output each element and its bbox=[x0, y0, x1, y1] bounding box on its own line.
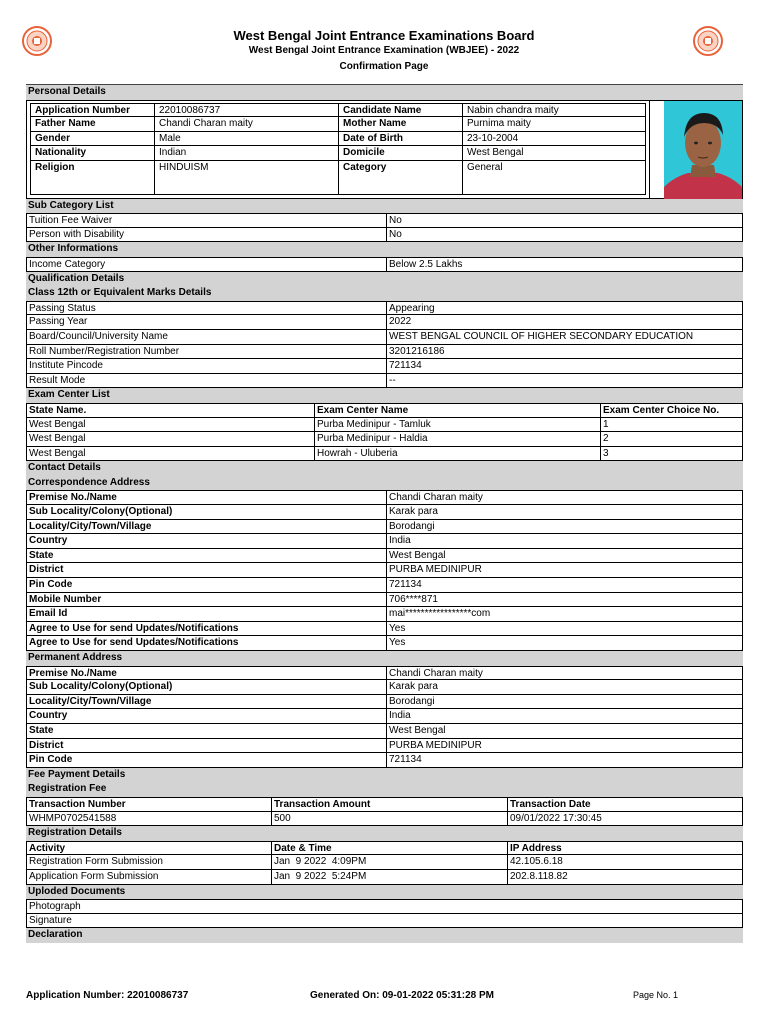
table-row bbox=[26, 520, 743, 535]
field-value: General bbox=[462, 161, 645, 194]
personal-details-block bbox=[26, 100, 743, 199]
field-value: Karak para bbox=[386, 505, 742, 519]
field-value: 721134 bbox=[386, 753, 742, 767]
field-label: Father Name bbox=[35, 118, 96, 130]
table-row bbox=[26, 636, 743, 651]
field-value: West Bengal bbox=[386, 724, 742, 738]
table-row bbox=[30, 117, 646, 132]
field-label: Income Category bbox=[29, 258, 106, 270]
field-label: Nationality bbox=[35, 147, 87, 159]
section-registration-fee: Registration Fee bbox=[26, 782, 743, 797]
field-label: Domicile bbox=[338, 146, 462, 160]
table-header-row bbox=[26, 841, 743, 856]
table-cell: Jan 9 2022 4:09PM bbox=[271, 855, 507, 869]
table-row bbox=[30, 132, 646, 147]
field-value: Nabin chandra maity bbox=[462, 104, 645, 117]
field-value: Purnima maity bbox=[462, 117, 645, 131]
field-label: Agree to Use for send Updates/Notifications bbox=[29, 637, 239, 649]
section-class-12-marks: Class 12th or Equivalent Marks Details bbox=[26, 286, 743, 301]
field-label: Institute Pincode bbox=[29, 360, 103, 372]
table-row bbox=[26, 315, 743, 330]
table-row bbox=[26, 666, 743, 681]
table-row bbox=[26, 257, 743, 272]
table-row bbox=[26, 563, 743, 578]
table-row bbox=[30, 161, 646, 195]
table-row bbox=[26, 855, 743, 870]
wbjeeb-logo-icon bbox=[690, 26, 726, 56]
table-cell: 1 bbox=[600, 418, 742, 432]
column-header: Activity bbox=[29, 842, 66, 854]
field-label: Sub Locality/Colony(Optional) bbox=[29, 681, 173, 693]
section-registration-details: Registration Details bbox=[26, 826, 743, 841]
table-row bbox=[26, 534, 743, 549]
field-label: Premise No./Name bbox=[29, 667, 117, 679]
field-label: Email Id bbox=[29, 608, 68, 620]
table-row bbox=[30, 103, 646, 118]
field-value: West Bengal bbox=[462, 146, 645, 160]
field-value: 22010086737 bbox=[154, 104, 338, 117]
field-label: Tuition Fee Waiver bbox=[29, 215, 113, 227]
footer-page-number: Page No. 1 bbox=[633, 990, 679, 1000]
field-value: 23-10-2004 bbox=[462, 132, 645, 146]
candidate-photo bbox=[664, 101, 742, 199]
table-cell: Jan 9 2022 5:24PM bbox=[271, 870, 507, 884]
table-cell: Purba Medinipur - Tamluk bbox=[314, 418, 600, 432]
field-value: No bbox=[386, 228, 742, 242]
document-name: Signature bbox=[29, 914, 72, 926]
section-contact-details: Contact Details bbox=[26, 461, 743, 476]
table-row bbox=[26, 490, 743, 505]
table-cell: 09/01/2022 17:30:45 bbox=[507, 812, 742, 826]
table-row bbox=[30, 146, 646, 161]
section-correspondence-address: Correspondence Address bbox=[26, 476, 743, 491]
table-cell: 3 bbox=[600, 447, 742, 461]
field-value: Karak para bbox=[386, 680, 742, 694]
field-label: Mobile Number bbox=[29, 593, 102, 605]
table-row bbox=[26, 549, 743, 564]
column-header: Exam Center Choice No. bbox=[600, 404, 742, 417]
field-value: Indian bbox=[154, 146, 338, 160]
field-value: No bbox=[386, 214, 742, 227]
field-label: District bbox=[29, 564, 64, 576]
section-sub-category: Sub Category List bbox=[26, 199, 743, 214]
field-label: Passing Year bbox=[29, 316, 88, 328]
section-qualification-details: Qualification Details bbox=[26, 272, 743, 287]
table-row bbox=[26, 505, 743, 520]
document-name: Photograph bbox=[29, 901, 81, 913]
field-value: India bbox=[386, 534, 742, 548]
page-title: Confirmation Page bbox=[339, 61, 429, 72]
field-value: -- bbox=[386, 374, 742, 388]
field-label: Candidate Name bbox=[338, 104, 462, 117]
field-value: Borodangi bbox=[386, 520, 742, 534]
table-row bbox=[26, 739, 743, 754]
table-row bbox=[26, 695, 743, 710]
photo-cell bbox=[649, 101, 742, 198]
table-row bbox=[26, 607, 743, 622]
field-label: District bbox=[29, 739, 64, 751]
field-label: Application Number bbox=[35, 104, 131, 116]
field-value: 3201216186 bbox=[386, 345, 742, 359]
table-cell: West Bengal bbox=[29, 418, 86, 430]
table-cell: 2 bbox=[600, 432, 742, 446]
column-header: Transaction Amount bbox=[271, 798, 507, 811]
field-label: Gender bbox=[35, 132, 71, 144]
field-value: 721134 bbox=[386, 578, 742, 592]
table-row bbox=[26, 359, 743, 374]
field-label: Passing Status bbox=[29, 302, 96, 314]
confirmation-content bbox=[26, 85, 743, 943]
table-header-row bbox=[26, 403, 743, 418]
field-label: Pin Code bbox=[29, 754, 73, 766]
column-header: Date & Time bbox=[271, 842, 507, 855]
table-row bbox=[26, 213, 743, 228]
table-row bbox=[26, 870, 743, 885]
field-value: Below 2.5 Lakhs bbox=[386, 258, 742, 271]
table-row bbox=[26, 578, 743, 593]
field-label: Roll Number/Registration Number bbox=[29, 345, 180, 357]
field-label: Locality/City/Town/Village bbox=[29, 695, 152, 707]
field-value: Borodangi bbox=[386, 695, 742, 709]
column-header: IP Address bbox=[507, 842, 742, 855]
field-label: Person with Disability bbox=[29, 228, 125, 240]
table-cell: Registration Form Submission bbox=[29, 856, 163, 868]
personal-details-table bbox=[27, 101, 649, 198]
field-value: Appearing bbox=[386, 302, 742, 315]
board-title: West Bengal Joint Entrance Examinations Board bbox=[233, 28, 535, 43]
exam-subtitle: West Bengal Joint Entrance Examination (WBJEE) - 2022 bbox=[248, 45, 520, 56]
column-header: State Name. bbox=[29, 404, 87, 416]
field-value: Yes bbox=[386, 622, 742, 636]
field-value: Chandi Charan maity bbox=[386, 491, 742, 504]
column-header: Transaction Number bbox=[29, 798, 126, 810]
section-permanent-address: Permanent Address bbox=[26, 651, 743, 666]
table-row bbox=[26, 374, 743, 389]
field-value: Yes bbox=[386, 636, 742, 650]
section-exam-center-list: Exam Center List bbox=[26, 388, 743, 403]
table-cell: 202.8.118.82 bbox=[507, 870, 742, 884]
field-label: State bbox=[29, 724, 54, 736]
field-value: mai*****************com bbox=[386, 607, 742, 621]
table-row bbox=[26, 914, 743, 929]
field-label: State bbox=[29, 549, 54, 561]
field-value: PURBA MEDINIPUR bbox=[386, 739, 742, 753]
table-row bbox=[26, 228, 743, 243]
page-header bbox=[0, 0, 768, 80]
table-row bbox=[26, 447, 743, 462]
table-row bbox=[26, 345, 743, 360]
field-label: Result Mode bbox=[29, 374, 86, 386]
field-value: West Bengal bbox=[386, 549, 742, 563]
section-other-informations: Other Informations bbox=[26, 242, 743, 257]
field-value: 2022 bbox=[386, 315, 742, 329]
section-declaration: Declaration bbox=[26, 928, 743, 943]
field-value: Male bbox=[154, 132, 338, 146]
table-header-row bbox=[26, 797, 743, 812]
footer-application-number: Application Number: 22010086737 bbox=[26, 990, 189, 1001]
field-label: Sub Locality/Colony(Optional) bbox=[29, 506, 173, 518]
field-value: PURBA MEDINIPUR bbox=[386, 563, 742, 577]
table-cell: 500 bbox=[271, 812, 507, 826]
field-label: Date of Birth bbox=[338, 132, 462, 146]
field-label: Mother Name bbox=[338, 117, 462, 131]
table-row bbox=[26, 709, 743, 724]
field-value: WEST BENGAL COUNCIL OF HIGHER SECONDARY EDUCATION bbox=[386, 330, 742, 344]
field-value: HINDUISM bbox=[154, 161, 338, 194]
table-cell: 42.105.6.18 bbox=[507, 855, 742, 869]
table-row bbox=[26, 301, 743, 316]
field-label: Premise No./Name bbox=[29, 492, 117, 504]
table-row bbox=[26, 330, 743, 345]
table-row bbox=[26, 753, 743, 768]
table-row bbox=[26, 418, 743, 433]
field-label: Agree to Use for send Updates/Notifications bbox=[29, 622, 239, 634]
field-label: Religion bbox=[35, 161, 75, 173]
footer-generated-on: Generated On: 09-01-2022 05:31:28 PM bbox=[310, 990, 494, 1001]
field-value: Chandi Charan maity bbox=[154, 117, 338, 131]
field-label: Country bbox=[29, 710, 68, 722]
field-label: Board/Council/University Name bbox=[29, 330, 168, 342]
field-value: 706****871 bbox=[386, 593, 742, 607]
field-value: India bbox=[386, 709, 742, 723]
table-row bbox=[26, 724, 743, 739]
field-label: Pin Code bbox=[29, 579, 73, 591]
table-row bbox=[26, 812, 743, 827]
table-cell: Howrah - Uluberia bbox=[314, 447, 600, 461]
table-row bbox=[26, 899, 743, 914]
field-value: 721134 bbox=[386, 359, 742, 373]
table-cell: West Bengal bbox=[29, 447, 86, 459]
table-row bbox=[26, 593, 743, 608]
section-fee-payment-details: Fee Payment Details bbox=[26, 768, 743, 783]
table-cell: Purba Medinipur - Haldia bbox=[314, 432, 600, 446]
field-label: Country bbox=[29, 535, 68, 547]
field-label: Category bbox=[338, 161, 462, 194]
table-cell: WHMP0702541588 bbox=[29, 812, 117, 824]
field-label: Locality/City/Town/Village bbox=[29, 520, 152, 532]
table-cell: Application Form Submission bbox=[29, 870, 159, 882]
table-row bbox=[26, 622, 743, 637]
column-header: Exam Center Name bbox=[314, 404, 600, 417]
section-personal-details: Personal Details bbox=[26, 85, 743, 100]
table-row bbox=[26, 432, 743, 447]
column-header: Transaction Date bbox=[507, 798, 742, 811]
field-value: Chandi Charan maity bbox=[386, 667, 742, 680]
section-uploaded-documents: Uploded Documents bbox=[26, 885, 743, 900]
table-cell: West Bengal bbox=[29, 433, 86, 445]
table-row bbox=[26, 680, 743, 695]
